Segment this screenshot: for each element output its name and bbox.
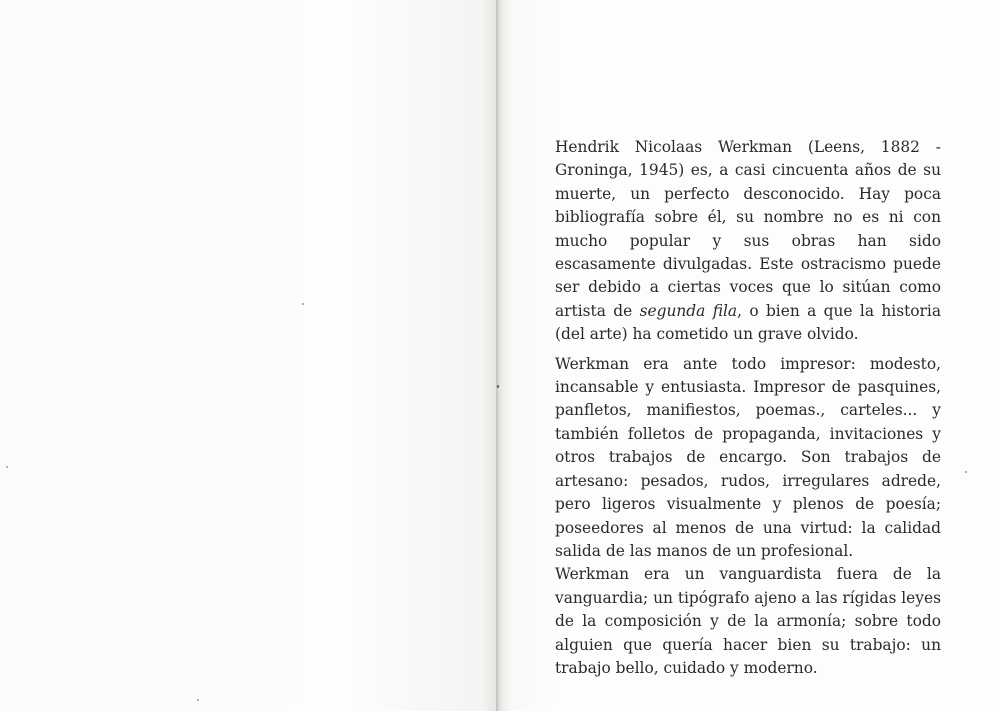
paragraph-1 — [555, 136, 941, 347]
paragraph-3: Werkman era un vanguardista fuera de la vanguardia; un tipógrafo ajeno a las rígidas leyes de la composición y de la armonía; sobre todo alguien que quería hacer bien su trabajo: un trabajo bello, cuidado y moderno. — [555, 565, 941, 677]
paper-speck — [965, 471, 967, 473]
paper-speck — [197, 699, 199, 701]
left-page-blank — [0, 0, 497, 711]
paper-speck — [497, 385, 499, 388]
paper-speck — [302, 303, 304, 305]
paragraph-1-end: , o bien a que la historia (del arte) ha cometido un grave olvido. — [555, 301, 942, 344]
paper-speck — [6, 466, 8, 468]
italic-phrase: segunda fila — [639, 301, 738, 320]
paragraph-2: Werkman era ante todo impresor: modesto, incansable y entusiasta. Impresor de pasquines, panfletos, manifiestos, poemas., carteles... y también folletos de propaganda, invitaciones y otros trabajos de encargo. Son trabajos de artesano: pesados, rudos, irregulares adrede, pero ligeros visualmente y plenos de poesía; poseedores al menos de una virtud: la calidad salida de las manos de un profesional. — [555, 354, 941, 560]
paragraph-1-start: Hendrik Nicolaas Werkman (Leens, 1882 - Groninga, 1945) es, a casi cincuenta años de su muerte, un perfecto desconocido. Hay poca bibliografía sobre él, su nombre no es ni con mucho popular y sus obras han sido escasamente divulgadas. Este ostracismo puede ser debido a ciertas voces que lo sitúan como artista de — [555, 138, 941, 320]
book-gutter — [496, 0, 498, 711]
body-text — [555, 136, 941, 680]
